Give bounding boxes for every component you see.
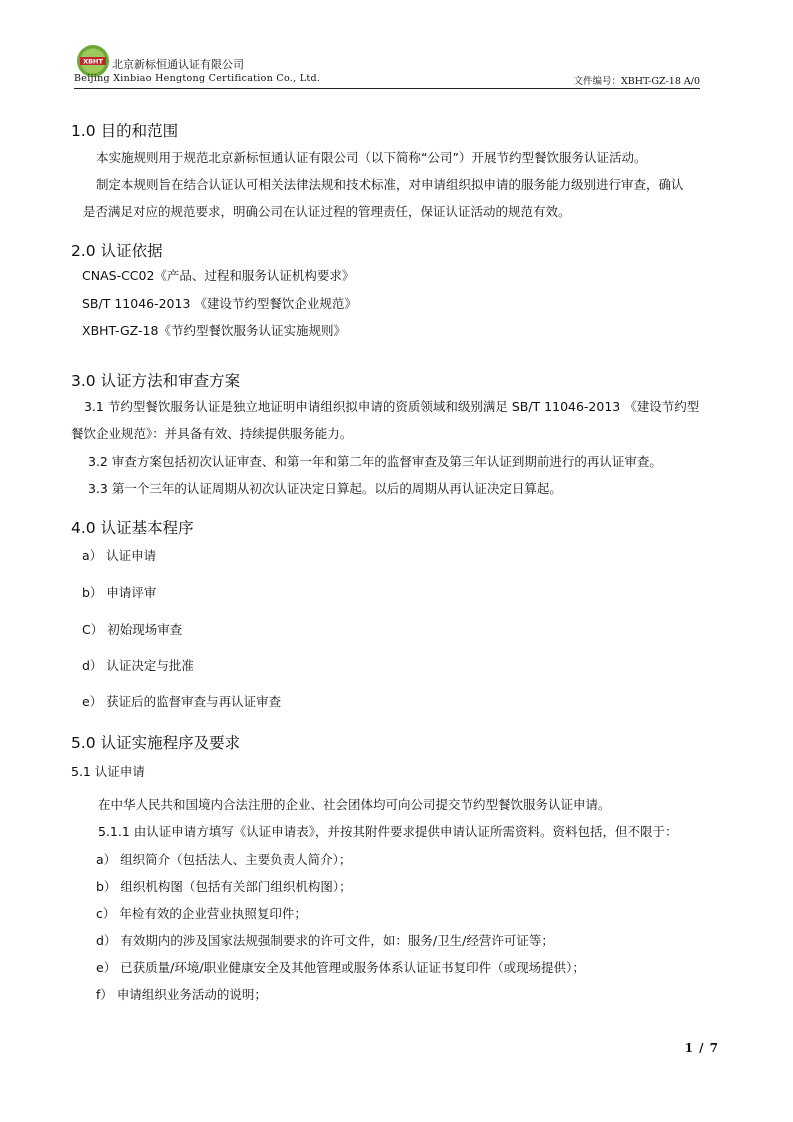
basis-item: XBHT-GZ-18《节约型餐饮服务认证实施规则》 xyxy=(82,323,346,338)
section-3-title: 3.0 认证方法和审查方案 xyxy=(71,372,241,390)
materials-item: f） 申请组织业务活动的说明； xyxy=(96,987,267,1002)
subsection-title: 5.1 认证申请 xyxy=(71,764,145,779)
materials-item: e） 已获质量/环境/职业健康安全及其他管理或服务体系认证证书复印件（或现场提供）； xyxy=(96,960,585,975)
section-2-title: 2.0 认证依据 xyxy=(71,242,163,260)
section-3-paragraph: 3.2 审查方案包括初次认证审查、和第一年和第二年的监督审查及第三年认证到期前进行的再认证审查。 xyxy=(88,454,662,469)
basis-item: CNAS-CC02《产品、过程和服务认证机构要求》 xyxy=(82,268,355,283)
section-3-paragraph: 3.3 第一个三年的认证周期从初次认证决定日算起。以后的周期从再认证决定日算起。 xyxy=(88,481,562,496)
section-5-paragraph: 5.1.1 由认证申请方填写《认证申请表》，并按其附件要求提供申请认证所需资料。资料包括，但不限于： xyxy=(98,824,678,839)
section-1-paragraph: 制定本规则旨在结合认证认可相关法律法规和技术标准，对申请组织拟申请的服务能力级别进行审查，确认 xyxy=(96,177,684,192)
procedure-item: d） 认证决定与批准 xyxy=(82,658,194,673)
section-4-title: 4.0 认证基本程序 xyxy=(71,519,194,537)
section-1-paragraph: 本实施规则用于规范北京新标恒通认证有限公司（以下简称“公司”）开展节约型餐饮服务认证活动。 xyxy=(96,150,647,165)
section-1-title: 1.0 目的和范围 xyxy=(71,122,179,140)
procedure-item: e） 获证后的监督审查与再认证审查 xyxy=(82,694,282,709)
materials-item: a） 组织简介（包括法人、主要负责人简介）； xyxy=(96,852,352,867)
materials-item: b） 组织机构图（包括有关部门组织机构图）； xyxy=(96,879,352,894)
procedure-item: a） 认证申请 xyxy=(82,548,157,563)
materials-item: d） 有效期内的涉及国家法规强制要求的许可文件，如：服务/卫生/经营许可证等； xyxy=(96,933,554,948)
page-number: 1 / 7 xyxy=(684,1041,719,1055)
section-5-paragraph: 在中华人民共和国境内合法注册的企业、社会团体均可向公司提交节约型餐饮服务认证申请。 xyxy=(98,797,611,812)
procedure-item: C） 初始现场审查 xyxy=(82,622,183,637)
section-3-paragraph: 餐饮企业规范》：并具备有效、持续提供服务能力。 xyxy=(71,426,353,441)
section-5-title: 5.0 认证实施程序及要求 xyxy=(71,734,241,752)
section-3-paragraph: 3.1 节约型餐饮服务认证是独立地证明申请组织拟申请的资质领域和级别满足 SB/T 11046-2013 《建设节约型 xyxy=(84,399,700,414)
document-number: 文件编号：XBHT-GZ-18 A/0 xyxy=(573,76,700,87)
section-1-paragraph: 是否满足对应的规范要求，明确公司在认证过程的管理责任，保证认证活动的规范有效。 xyxy=(83,204,571,219)
company-name-cn: 北京新标恒通认证有限公司 xyxy=(112,58,244,71)
materials-item: c） 年检有效的企业营业执照复印件； xyxy=(96,906,307,921)
header-divider xyxy=(74,88,700,89)
basis-item: SB/T 11046-2013 《建设节约型餐饮企业规范》 xyxy=(82,296,357,311)
procedure-item: b） 申请评审 xyxy=(82,585,157,600)
company-name-en: Beijing Xinbiao Hengtong Certification Co., Ltd. xyxy=(74,73,321,84)
page-header xyxy=(74,44,700,89)
logo-text: XBHT xyxy=(83,57,103,66)
